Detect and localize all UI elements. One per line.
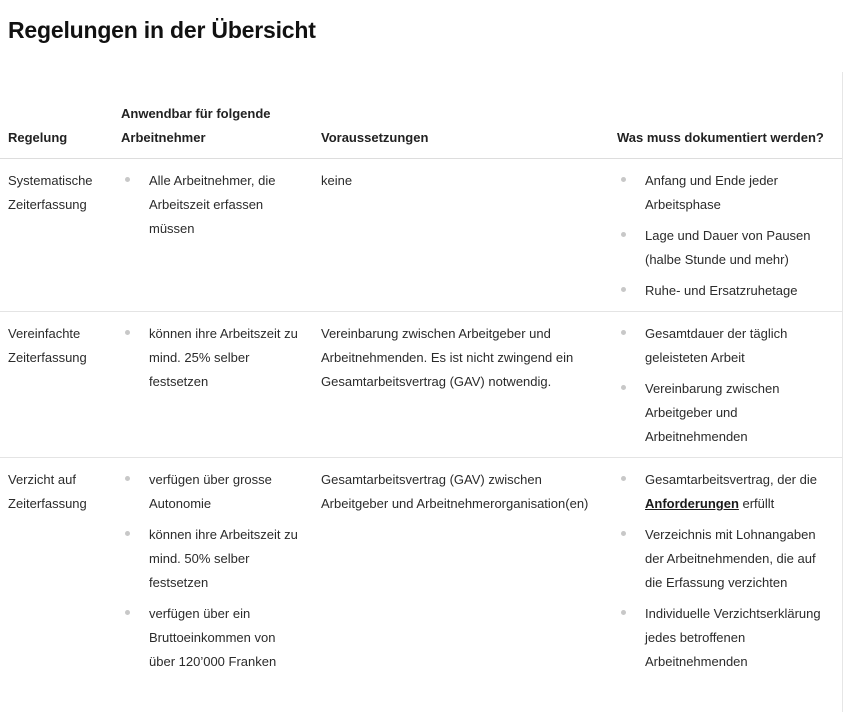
dokumentiert-list <box>617 169 834 303</box>
bullet-icon <box>621 385 626 390</box>
list-item <box>617 322 834 370</box>
list-item-text: verfügen über grosse Autonomie <box>149 472 272 511</box>
bullet-icon <box>621 232 626 237</box>
list-item-text: Gesamtdauer der täglich geleisteten Arbeit <box>645 326 788 365</box>
list-item <box>617 468 834 516</box>
cell-dokumentiert <box>609 458 842 683</box>
cell-regelung: Verzicht auf Zeiterfassung <box>8 472 87 511</box>
header-voraussetzungen: Voraussetzungen <box>313 100 609 159</box>
table-row <box>0 159 842 312</box>
bullet-icon <box>621 476 626 481</box>
bullet-icon <box>621 610 626 615</box>
table-row <box>0 312 842 458</box>
bullet-icon <box>621 177 626 182</box>
list-item-text: Ruhe- und Ersatzruhetage <box>645 283 798 298</box>
cell-anwendbar <box>113 312 313 458</box>
list-item <box>617 602 834 674</box>
cell-regelung: Vereinfachte Zeiterfassung <box>0 312 113 458</box>
dokumentiert-list <box>617 468 834 674</box>
list-item-text: Lage und Dauer von Pausen (halbe Stunde und mehr) <box>645 228 811 267</box>
table-row <box>0 458 842 683</box>
list-item <box>617 169 834 217</box>
anwendbar-list <box>121 169 305 241</box>
list-item-text: können ihre Arbeitszeit zu mind. 25% selber festsetzen <box>149 326 298 389</box>
cell-voraussetzungen: Vereinbarung zwischen Arbeitgeber und Arbeitnehmenden. Es ist nicht zwingend ein Gesamtarbeitsvertrag (GAV) notwendig. <box>313 312 609 458</box>
list-item <box>121 322 305 394</box>
list-item <box>617 224 834 272</box>
header-regelung: Regelung <box>0 100 113 159</box>
anforderungen-link[interactable]: Anforderungen <box>645 496 739 511</box>
cell-dokumentiert <box>609 159 842 312</box>
bullet-icon <box>621 330 626 335</box>
list-item-text: Anfang und Ende jeder Arbeitsphase <box>645 173 778 212</box>
dokumentiert-list <box>617 322 834 449</box>
list-item-text-before: Gesamtarbeitsvertrag, der die <box>645 472 817 487</box>
list-item <box>121 523 305 595</box>
list-item <box>617 523 834 595</box>
list-item-text: Verzeichnis mit Lohnangaben der Arbeitnehmenden, die auf die Erfassung verzichten <box>645 527 816 590</box>
bullet-icon <box>621 531 626 536</box>
cell-anwendbar <box>113 159 313 312</box>
header-anwendbar: Anwendbar für folgende Arbeitnehmer <box>113 100 313 159</box>
bullet-icon <box>125 610 130 615</box>
list-item-text: können ihre Arbeitszeit zu mind. 50% selber festsetzen <box>149 527 298 590</box>
cell-anwendbar <box>113 458 313 683</box>
bullet-icon <box>621 287 626 292</box>
bullet-icon <box>125 177 130 182</box>
cell-dokumentiert <box>609 312 842 458</box>
cell-voraussetzungen: keine <box>313 159 609 312</box>
list-item <box>121 602 305 674</box>
list-item-text: Vereinbarung zwischen Arbeitgeber und Arbeitnehmenden <box>645 381 780 444</box>
header-dokumentiert: Was muss dokumentiert werden? <box>609 100 842 159</box>
list-item-text: Alle Arbeitnehmer, die Arbeitszeit erfassen müssen <box>149 173 276 236</box>
anwendbar-list <box>121 468 305 674</box>
list-item <box>617 279 834 303</box>
page-title: Regelungen in der Übersicht <box>8 17 316 43</box>
list-item-text-after: erfüllt <box>738 496 775 511</box>
regelungen-table <box>0 100 842 682</box>
cell-voraussetzungen: Gesamtarbeitsvertrag (GAV) zwischen Arbeitgeber und Arbeitnehmerorganisation(en) <box>321 472 589 511</box>
bullet-icon <box>125 330 130 335</box>
bullet-icon <box>125 531 130 536</box>
bullet-icon <box>125 476 130 481</box>
cell-regelung: Systematische Zeiterfassung <box>0 159 113 312</box>
table-header-row <box>0 100 842 159</box>
anwendbar-list <box>121 322 305 394</box>
list-item <box>121 468 305 516</box>
list-item-text: Individuelle Verzichtserklärung jedes betroffenen Arbeitnehmenden <box>645 606 821 669</box>
list-item <box>121 169 305 241</box>
content-divider <box>842 72 843 712</box>
list-item-text: verfügen über ein Bruttoeinkommen von über 120’000 Franken <box>149 606 277 669</box>
list-item <box>617 377 834 449</box>
